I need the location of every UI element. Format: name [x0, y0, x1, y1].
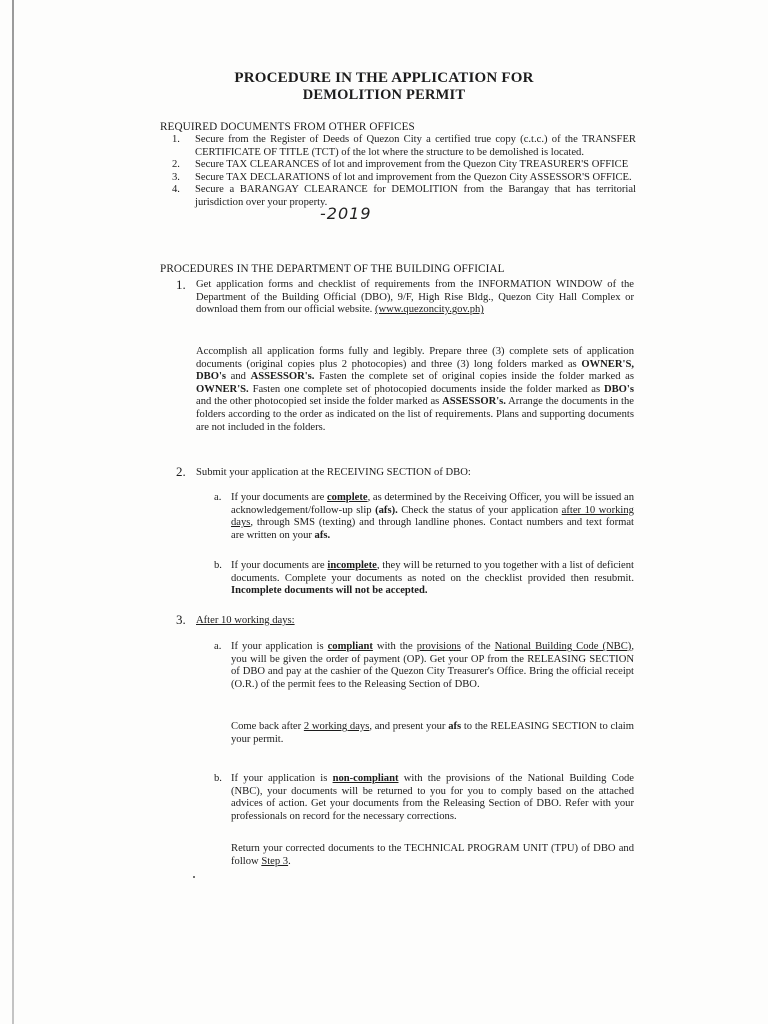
underlined-text: after 10 working days: [231, 504, 634, 529]
bold-text: ASSESSOR's.: [442, 396, 506, 408]
underlined-text: provisions: [416, 641, 461, 652]
text: If your application is: [231, 641, 328, 652]
underlined-text: incomplete: [327, 560, 377, 571]
list-item: [172, 159, 636, 172]
underlined-text: non-compliant: [332, 773, 399, 784]
step-1-number: 1.: [176, 277, 186, 292]
text: If your application is: [231, 773, 333, 784]
text: If your documents are: [231, 560, 328, 571]
text: If your documents are: [231, 492, 327, 503]
item-number: 3.: [172, 171, 180, 183]
required-documents-heading: REQUIRED DOCUMENTS FROM OTHER OFFICES: [160, 121, 415, 133]
step-2a-text: [231, 492, 634, 542]
text: and: [226, 371, 251, 383]
bold-text: afs: [448, 721, 462, 732]
text: Come back after: [231, 721, 304, 732]
list-item: [172, 134, 636, 159]
scan-edge: [12, 0, 14, 1024]
bold-text: Incomplete documents will not be accepted.: [231, 585, 428, 597]
step-3-text: After 10 working days:: [196, 615, 295, 626]
website-link[interactable]: (www.quezoncity.gov.ph): [374, 304, 484, 316]
step-2-number: 2.: [176, 464, 186, 479]
text: and the other photocopied set inside the folder marked as: [196, 396, 443, 408]
step-3a-come-back: [231, 721, 634, 746]
bold-text: (afs).: [375, 504, 398, 516]
step-1-text: [196, 279, 634, 317]
item-number: 1.: [172, 134, 180, 145]
step-3-number: 3.: [176, 612, 186, 627]
item-text: Secure from the Register of Deeds of Quezon City a certified true copy (c.t.c.) of the TRANSFER CERTIFICATE OF TITLE (TCT) of the lot where the structure to be demolished is located.: [195, 134, 636, 158]
text: Arrange the documents in the folders according to the order as indicated on the list of requirements. Plans and supporting documents are not included in the folders.: [196, 396, 634, 433]
underlined-text: 2 working days: [303, 721, 370, 732]
text: Accomplish all application forms fully and legibly. Prepare three (3) complete sets of application documents (original copies plus 2 photocopies) and three (3) long folders marked as: [196, 346, 634, 370]
text: with the provisions of the National Building Code (NBC), your documents will be returned to you for you to comply based on the attached advices of action. Get your documents from the Releasing Section of DBO. Refer with your professionals on record for the necessary corrections.: [231, 773, 634, 822]
underlined-text: National Building Code (NBC): [494, 641, 632, 652]
text: with the: [372, 641, 417, 652]
list-item: [172, 184, 636, 209]
step-2a-letter: a.: [214, 492, 222, 503]
step-3a-letter: a.: [214, 641, 222, 652]
handwritten-year-annotation: -2019: [320, 204, 372, 223]
bold-text: afs.: [314, 529, 331, 541]
item-number: 4.: [172, 184, 180, 196]
underlined-text: complete: [326, 492, 368, 503]
step-3b-return: [231, 843, 634, 868]
text: , they will be returned to you together with a list of deficient documents. Complete your documents as noted on the checklist provided then resubmit.: [231, 560, 634, 584]
text: Fasten the complete set of original copies inside the folder marked as: [314, 371, 634, 383]
list-item: [172, 172, 636, 185]
text: .: [288, 855, 291, 867]
item-text: Secure a BARANGAY CLEARANCE for DEMOLITION from the Barangay that has territorial jurisdiction over your property.: [195, 184, 636, 208]
accomplish-paragraph: [196, 346, 634, 434]
step-1-body: Get application forms and checklist of requirements from the INFORMATION WINDOW of the Department of the Building Official (DBO), 9/F, High Rise Bldg., Quezon City Hall Complex or download them from our official website.: [196, 279, 634, 316]
text: Fasten one complete set of photocopied documents inside the folder marked as: [248, 383, 604, 395]
bold-text: OWNER'S.: [196, 383, 249, 395]
text: , through SMS (texting) and through landline phones. Contact numbers and text format are written on your: [231, 517, 634, 541]
required-documents-list: [172, 134, 636, 210]
step-2-text: Submit your application at the RECEIVING SECTION of DBO:: [196, 467, 471, 478]
bold-text: DBO's: [603, 383, 634, 395]
step-3a-text: [231, 641, 634, 691]
step-3b-letter: b.: [214, 773, 222, 784]
bold-text: ASSESSOR's.: [250, 371, 315, 383]
step-3b-text: [231, 773, 634, 823]
text: , and present your: [369, 721, 449, 732]
title-line-1: PROCEDURE IN THE APPLICATION FOR: [234, 70, 534, 86]
item-text: Secure TAX DECLARATIONS of lot and improvement from the Quezon City ASSESSOR'S OFFICE.: [195, 171, 632, 183]
step-2b-text: [231, 560, 634, 598]
text: , you will be given the order of payment (OP). Get your OP from the RELEASING SECTION of DBO and pay at the cashier of the Quezon City Treasurer's Office. Bring the official receipt (O.R.) of the permit fees to the Releasing Section of DBO.: [231, 641, 634, 690]
procedures-heading: PROCEDURES IN THE DEPARTMENT OF THE BUILDING OFFICIAL: [160, 263, 505, 275]
bold-text: OWNER'S, DBO's: [196, 358, 634, 383]
title-line-2: DEMOLITION PERMIT: [302, 87, 466, 103]
scan-speck: [193, 876, 195, 878]
step-2b-letter: b.: [214, 560, 222, 571]
underlined-text: Step 3: [261, 855, 289, 867]
text: , as determined by the Receiving Officer, you will be issued an acknowledgement/follow-up slip: [231, 492, 634, 516]
text: to the RELEASING SECTION to claim your permit.: [231, 721, 634, 745]
underlined-text: compliant: [327, 641, 373, 652]
item-number: 2.: [172, 159, 180, 171]
item-text: Secure TAX CLEARANCES of lot and improvement from the Quezon City TREASURER'S OFFICE: [195, 159, 629, 171]
text: Check the status of your application: [397, 504, 562, 516]
text: of the: [460, 641, 495, 652]
text: Return your corrected documents to the TECHNICAL PROGRAM UNIT (TPU) of DBO and follow: [231, 843, 634, 867]
